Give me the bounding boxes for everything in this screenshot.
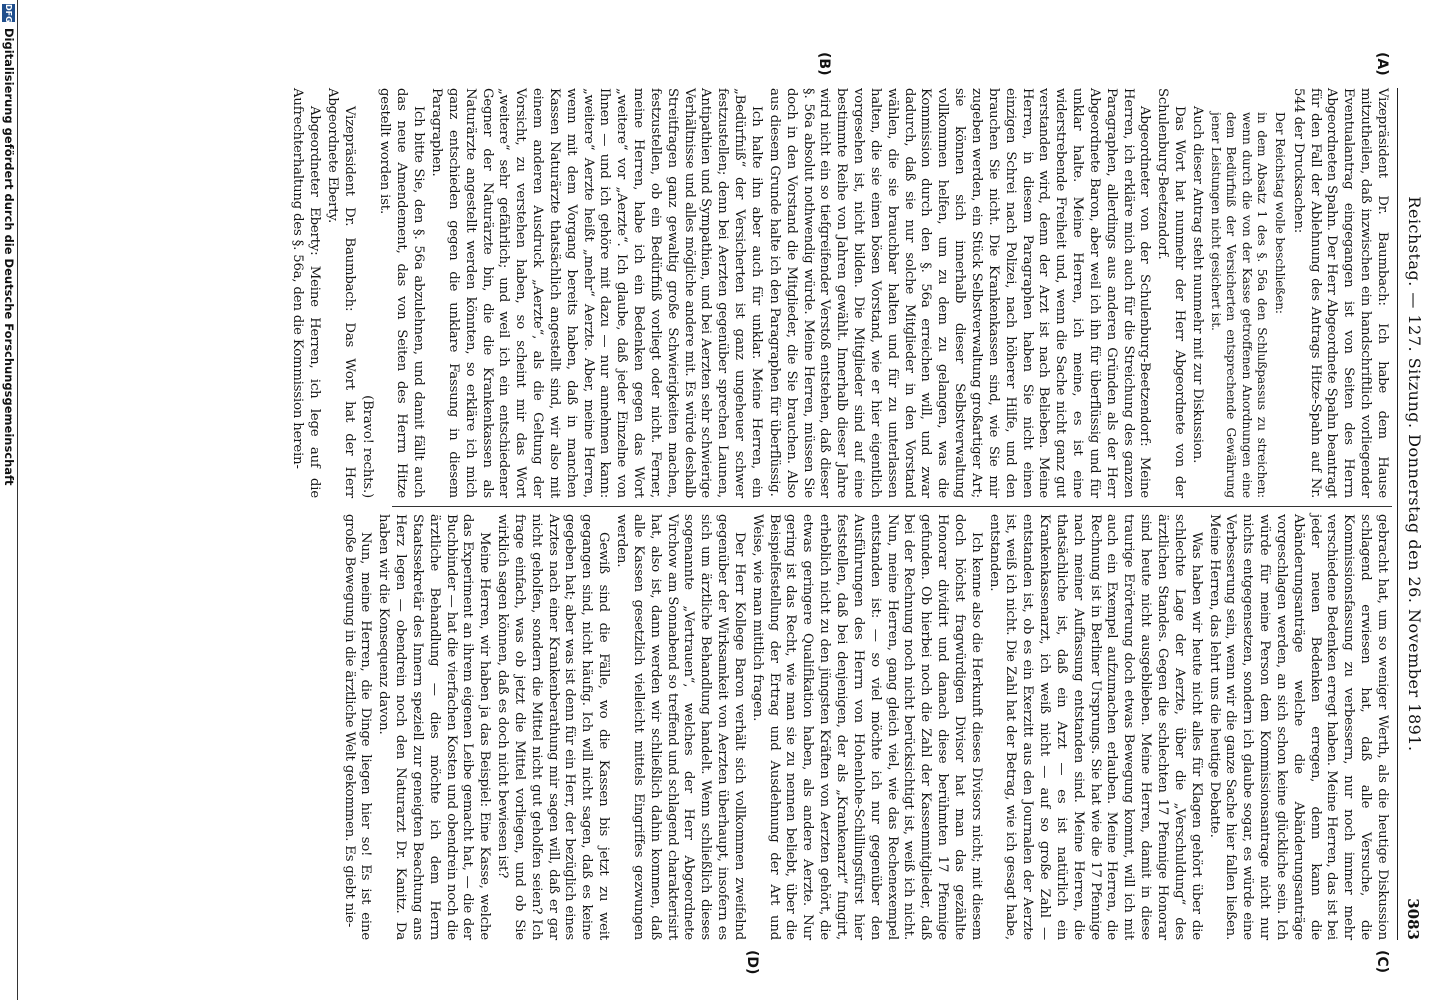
digitization-footer — [0, 0, 18, 1000]
paragraph: Nun, meine Herren, die Dinge liegen hier so! Es ist eine große Bewegung in die ärztliche Welt gekommen. Es giebt nie- — [341, 514, 374, 940]
column-divider — [392, 506, 1392, 507]
right-column — [339, 514, 1390, 940]
paragraph: Vizepräsident Dr. Baumbach: Das Wort hat der Herr Abgeordnete Eberty. — [324, 88, 357, 498]
paragraph: Ich halte ihn aber auch für unklar. Meine Herren, ein „Bedürfniß“ der Versicherten ist ganz ungeheuer schwer festzustellen; denn bei Aerzten gegenüber sprechen Launen, Antipathien und Sympathien, und bei Aerzten sehr schwierige Verhältnisse und alles mögliche andere mit. Es würde deshalb Streitfragen ganz gewaltig große Schwierigkeiten machen, festzustellen, ob ein Bedürfniß vorliegt oder nicht. Ferner, meine Herren, habe ich ein Bedenken gegen das Wort „weitere“ vor „Aerzte“. Ich glaube, daß jeder Einzelne von Ihnen — und ich gehöre mit dazu — nur annehmen kann: „weitere“ Aerzte heißt „mehr“ Aerzte. Aber, meine Herren, wenn mit dem Vorgang bereits haben, daß in manchen Kassen Naturärzte thatsächlich angestellt sind, wir also mit einem anderen Ausdruck „Aerzte“, als die Geltung der Vorsicht, zu verstehen haben, so scheint mir das Wort „weitere“ sehr gefährlich; und weil ich ein entschiedener Gegner der Naturärzte bin, die die Krankenkassen als Naturärzte angestellt werden könnten, so erkläre ich mich ganz entschieden gegen die unklare Fassung in diesem Paragraphen. — [429, 88, 765, 498]
page-header — [1396, 88, 1426, 940]
paragraph: Der Reichstag wolle beschließen: — [1272, 112, 1287, 314]
dfg-logo-icon: DFG — [4, 4, 13, 23]
paragraph: Was haben wir heute nicht alles für Klagen gehört über die schlechte Lage der Aerzte, über die „Verschuldung“ des ärztlichen Standes. Gegen die schlechten 17 Pfennige Honorar sind heute nicht ausgeblieben. Meine Herren, damit in diese traurige Erörterung doch etwas Bewegung kommt, will ich mit auch ein Exempel aufzumachen erlauben. Meine Herren, die Rechnung ist in Berliner Ursprungs. Sie hat wie die 17 Pfennige nach meiner Auffassung entstanden sind. Meine Herren, die thatsächliche ist, daß ein Arzt — es ist natürlich ein Krankenkassenarzt, ich weiß nicht — auf so große Zahl — entstanden ist, ob es ein Exerzitt aus den Journalen der Aerzte ist, weiß ich nicht. Die Zahl hat der Betrag, wie ich gesagt habe, entstanden. — [986, 514, 1204, 940]
paragraph: Der Herr Kollege Baron verhält sich vollkommen zweifelnd gegenüber der Wirksamkeit von Aerzten überhaupt, insofern es sich um ärztliche Behandlung handelt. Wenn schließlich dieses sogenannte „Vertrauen“, welches der Herr Abgeordnete Virchow am Sonnabend so treffend und schlagend charakterisirt hat, also ist, dann werden wir schließlich dahin kommen, daß alle Kassen gesetzlich vielleicht mittels Eingriffes gezwungen werden. — [614, 514, 747, 940]
margin-mark-b: (B) — [816, 52, 832, 76]
footer-credit: Digitalisierung gefördert durch die Deutsche Forschungsgemeinschaft — [2, 28, 16, 486]
paragraph: Abgeordneter Eberty: Meine Herren, ich lege auf die Aufrechterhaltung des §. 56a, den die Kommission herein- — [290, 88, 323, 498]
margin-mark-c: (C) — [1374, 950, 1390, 974]
margin-mark-a: (A) — [1374, 52, 1390, 76]
page-number: 3083 — [1404, 898, 1422, 940]
margin-mark-d: (D) — [744, 950, 760, 975]
header-rule — [1397, 88, 1398, 940]
paragraph: Abgeordneter von der Schulenburg-Beetzendorf: Meine Herren, ich erkläre mich auch für die Streichung des ganzen Paragraphen, allerdings aus anderen Gründen als der Herr Abgeordnete Baron, aber weil ich ihn für überflüssig und für unklar halte. Meine Herren, ich meine, es ist eine widerstrebende Freiheit und, wenn die Sache nicht ganz gut verstanden wird, denn der Arzt ist nach Belieben. Meine Herren, in diesem Paragraphen haben Sie nicht einen einzigen Schrei nach Polizei, nach höherer Hilfe, und den brauchen Sie nicht. Die Krankenkassen sind, wie Sie mir zugeben werden, ein Stück Selbstverwaltung großartiger Art; sie können sich innerhalb dieser Selbstverwaltung vollkommen helfen, um zu dem zu gelangen, was die Kommission durch den §. 56a erreichen will, und zwar dadurch, daß sie nur solche Mitglieder in den Vorstand wählen, die sie brauchbar halten und für zu unterlassen halten, die sie einen bösen Vorstand, wie er hier eigentlich vorgesehen ist, nicht bilden. Die Mitglieder sind auf eine bestimmte Reihe von Jahren gewählt. Innerhalb dieser Jahre wird nicht ein so tiefgreifender Verstoß entstehen, daß dieser §. 56a absolut nothwendig würde. Meine Herren, müssen Sie doch in den Vorstand die Mitglieder, die Sie brauchen. Also aus diesem Grunde halte ich den Paragraphen für überflüssig. — [766, 88, 1153, 498]
paragraph: Ich kenne also die Herkunft dieses Divisors nicht; mit diesem doch höchst fragwürdigen Divisor hat man das gezählte Honorar dividirt und danach diese berühmten 17 Pfennige gefunden. Ob hierbei noch die Zahl der Kassenmitglieder, daß bei der Rechnung noch nicht berücksichtigt ist, weiß ich nicht. Nun, meine Herren, gang gleich viel, wie das Rechenexempel entstanden ist: — so viel möchte ich nur gegenüber den Ausführungen des Herrn von Hohenlohe-Schillingsfürst hier feststellen, daß bei denjenigen, der als „Krankenarzt“ fungirt, erheblich nicht zu den jüngsten Kräften von Aerzten gehört, die etwas geringere Qualifikation haben, als andere Aerzte. Nur gering ist das Recht, wie man sie zu nennen beliebt, über die Beispielfestellung der Ertrag und Ausdehnung der Art und Weise, wie man mittlich fragen. — [749, 514, 984, 940]
paragraph: Meine Herren, wir haben ja das Beispiel: Eine Kasse, welche das Experiment an ihrem eigenen Leibe gemacht hat, — die der Buchbinder — hat die vierfachen Kosten und obendrein noch die ärztliche Behandlung — dies möchte ich dem Herrn Staatssekretär des Innern speziell zur geneigten Beachtung ans Herz legen — obendrein noch den Naturarzt Dr. Kanitz. Da haben wir die Konsequenz davon. — [376, 514, 493, 940]
paragraph: in dem Absatz 1 des §. 56a den Schlußpassus zu streichen: wenn durch die von der Kasse getroffenen Anordnungen eine dem Bedürfniß der Versicherten entsprechende Gewährung jener Leistungen nicht gesichert ist. — [1208, 112, 1270, 498]
paragraph: Auch dieser Antrag steht nunmehr mit zur Diskussion. — [1189, 106, 1205, 464]
running-title: Reichstag. — 127. Sitzung. Donnerstag den 26. November 1891. — [1405, 196, 1424, 752]
paragraph: Das Wort hat nunmehr der Herr Abgeordnete von der Schulenburg-Beetzendorf. — [1155, 88, 1188, 498]
paragraph: (Bravo! rechts.) — [359, 395, 375, 498]
paragraph: gebracht hat, um so weniger Werth, als die heutige Diskussion schlagend erwiesen hat, daß alle Versuche, die Kommissionsfassung zu verbessern, nur noch immer mehr verschiedene Bedenken erregt haben. Meine Herren, das ist bei jeder neuen Bedenken erregen, denn kann die Abänderungsanträge welche die Abänderungsanträge vorgeschlagen werden, an sich schon keine glückliche sein. Ich würde für meine Person dem Kommissionsantrage nicht nur nichts entgegensetzen, sondern ich glaube sogar, es würde eine Verbesserung sein, wenn wir die ganze Sache hier fallen ließen. Meine Herren, das lehrt uns die heutige Debatte. — [1206, 514, 1390, 940]
paragraph: Gewiß sind die Fälle, wo die Kassen bis jetzt zu weit gegangen sind, nicht häufig. Ich will nicht sagen, daß es keine gegeben hat; aber was ist denn für ein Herr, der bezüglich eines Arztes nach einer Krankenberathung mir sagen will, daß er gar nicht geholfen, sondern die Mittel nicht gut geholfen seien? Ich frage einfach, was ob jetzt die Mittel vorliegen, und ob Sie wirklich sagen können, daß es doch nicht bewiesen ist? — [495, 514, 612, 940]
left-column — [287, 88, 1390, 498]
paragraph: Ich bitte Sie, den §. 56a abzulehnen, und damit fällt auch das neue Amendement, das von Seiten des Herrn Hitze gestellt worden ist. — [377, 88, 427, 498]
paragraph: Vizepräsident Dr. Baumbach: Ich habe dem Hause mitzutheilen, daß inzwischen ein handschriftlich vorliegender Eventualantrag eingegangen ist von Seiten des Herrn Abgeordneten Spahn. Der Herr Abgeordnete Spahn beantragt für den Fall der Ablehnung des Antrags Hitze-Spahn auf Nr. 544 der Drucksachen: — [1290, 88, 1390, 498]
